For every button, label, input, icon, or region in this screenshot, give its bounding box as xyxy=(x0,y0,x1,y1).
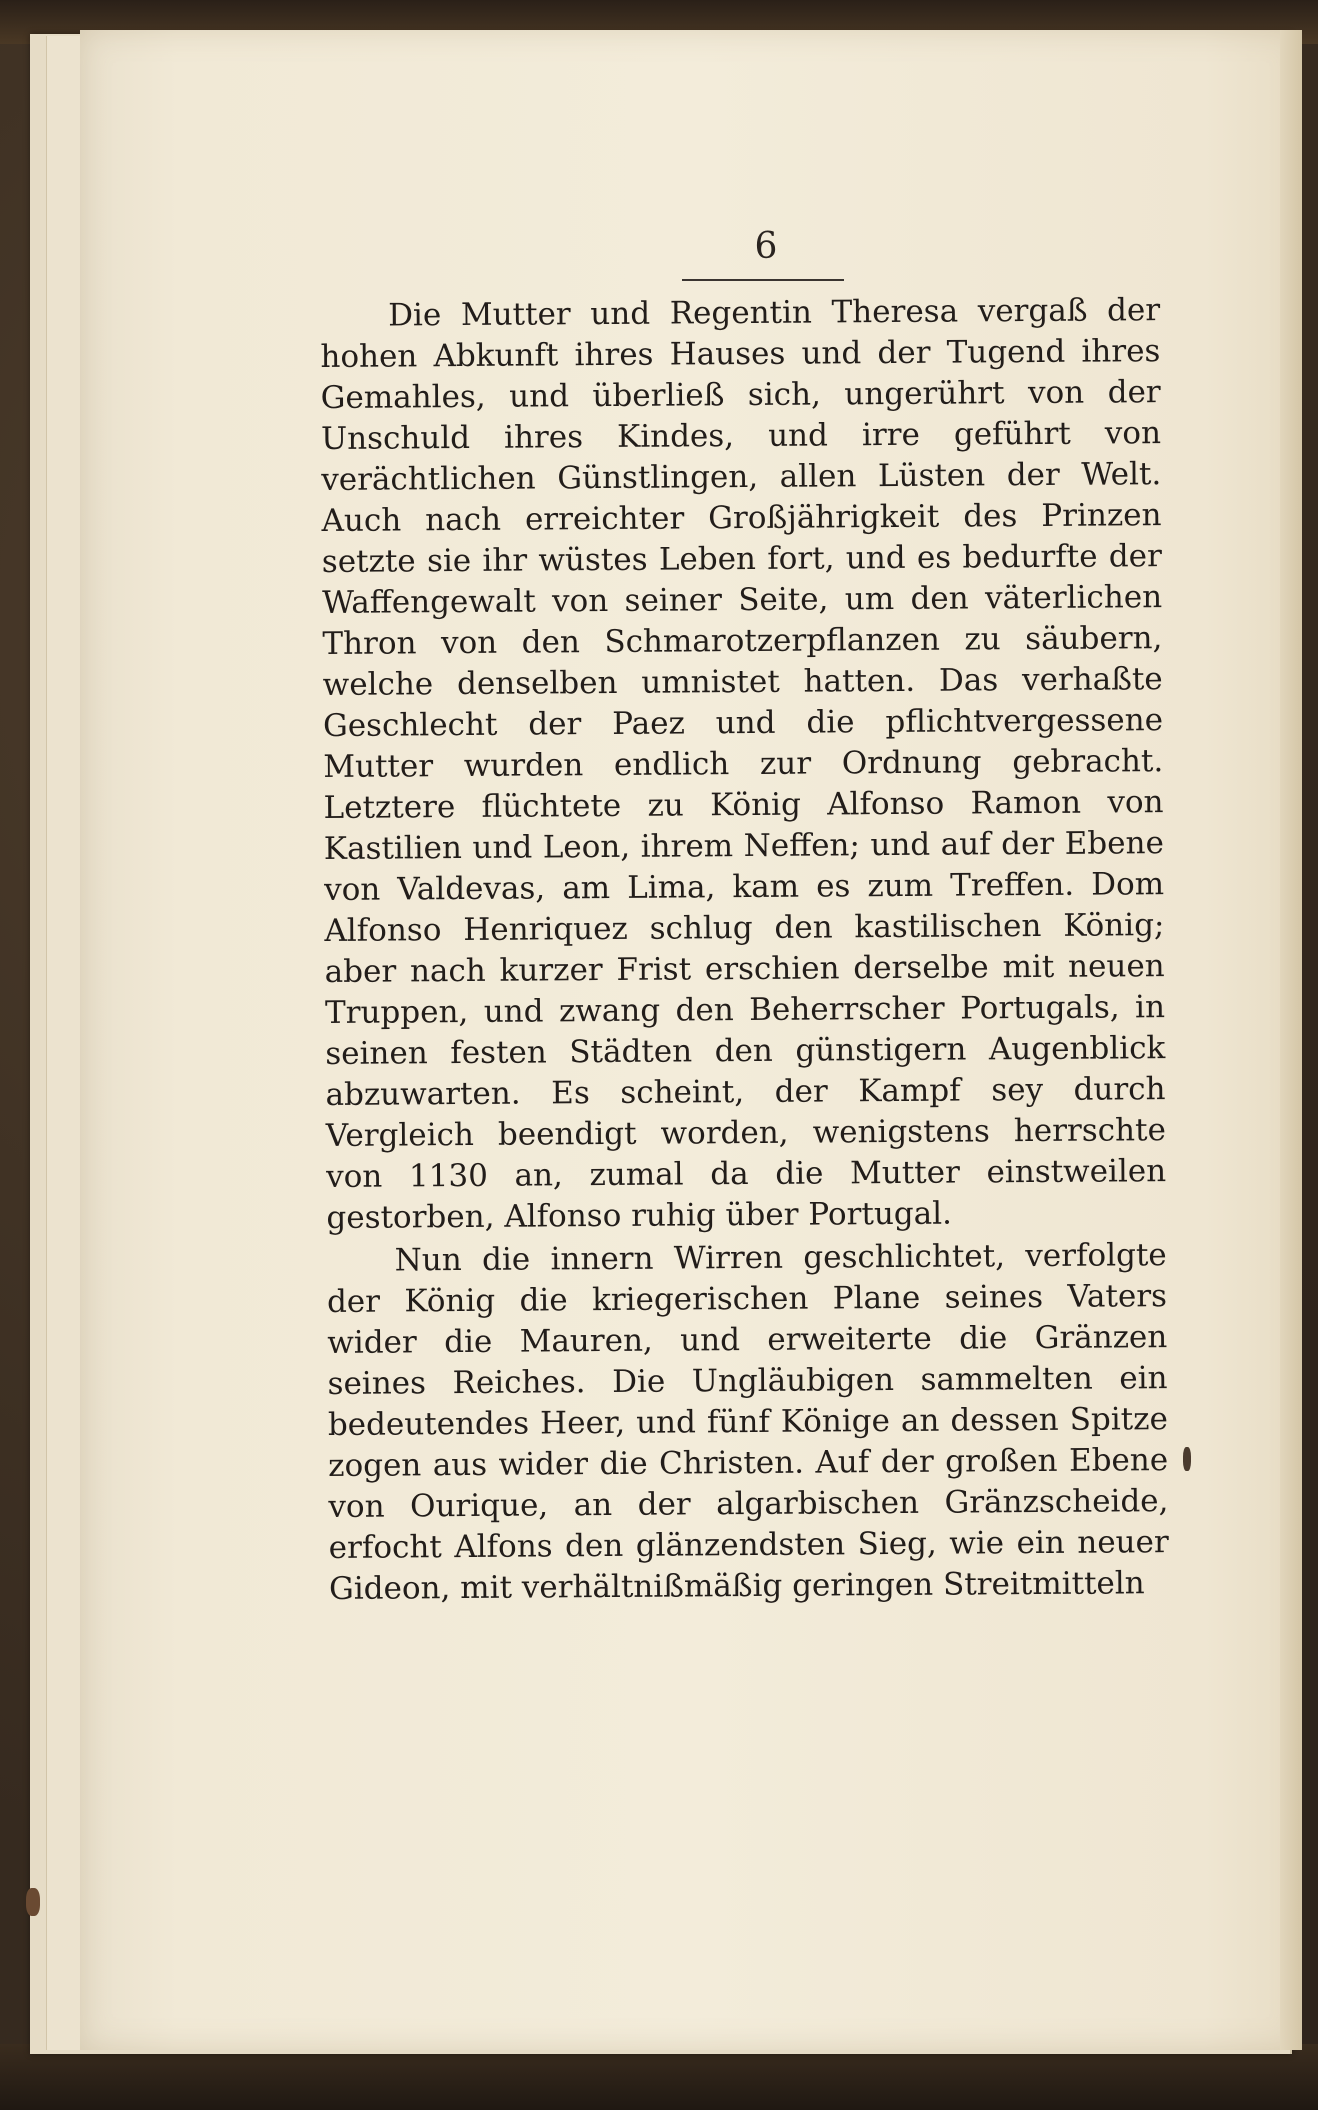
ink-speck xyxy=(1183,1447,1191,1471)
body-text xyxy=(320,290,1169,1610)
page-edge xyxy=(1280,30,1302,2050)
header-rule xyxy=(682,279,844,281)
ink-speck xyxy=(26,1888,40,1916)
paragraph-2: Nun die innern Wirren geschlichtet, verfolgte der König die kriegerischen Plane seines Vaters wider die Mauren, und erweiterte die Gränzen seines Reiches. Die Ungläubigen sammelten ein bedeutendes Heer, und fünf Könige an dessen Spitze zogen aus wider die Christen. Auf der großen Ebene von Ourique, an der algarbischen Gränzscheide, erfocht Alfons den glänzendsten Sieg, wie ein neuer Gideon, mit verhältnißmäßig geringen Streitmitteln xyxy=(326,1237,1169,1607)
page-number: 6 xyxy=(754,226,778,267)
paragraph-1: Die Mutter und Regentin Theresa vergaß der hohen Abkunft ihres Hauses und der Tugend ihres Gemahles, und überließ sich, ungerührt von der Unschuld ihres Kindes, und irre geführt von verächtlichen Günstlingen, allen Lüsten der Welt. Auch nach erreichter Großjährigkeit des Prinzen setzte sie ihr wüstes Leben fort, und es bedurfte der Waffengewalt von seiner Seite, um den väterlichen Thron von den Schmarotzerpflanzen zu säubern, welche denselben umnistet hatten. Das verhaßte Geschlecht der Paez und die pflichtvergessene Mutter wurden endlich zur Ordnung gebracht. Letztere flüchtete zu König Alfonso Ramon von Kastilien und Leon, ihrem Neffen; und auf der Ebene von Valdevas, am Lima, kam es zum Treffen. Dom Alfonso Henriquez schlug den kastilischen König; aber nach kurzer Frist erschien derselbe mit neuen Truppen, und zwang den Beherrscher Portugals, in seinen festen Städten den günstigern Augenblick abzuwarten. Es scheint, der Kampf sey durch Vergleich beendigt worden, wenigstens herrschte von 1130 an, zumal da die Mutter einstweilen gestorben, Alfonso ruhig über Portugal. xyxy=(320,292,1167,1236)
